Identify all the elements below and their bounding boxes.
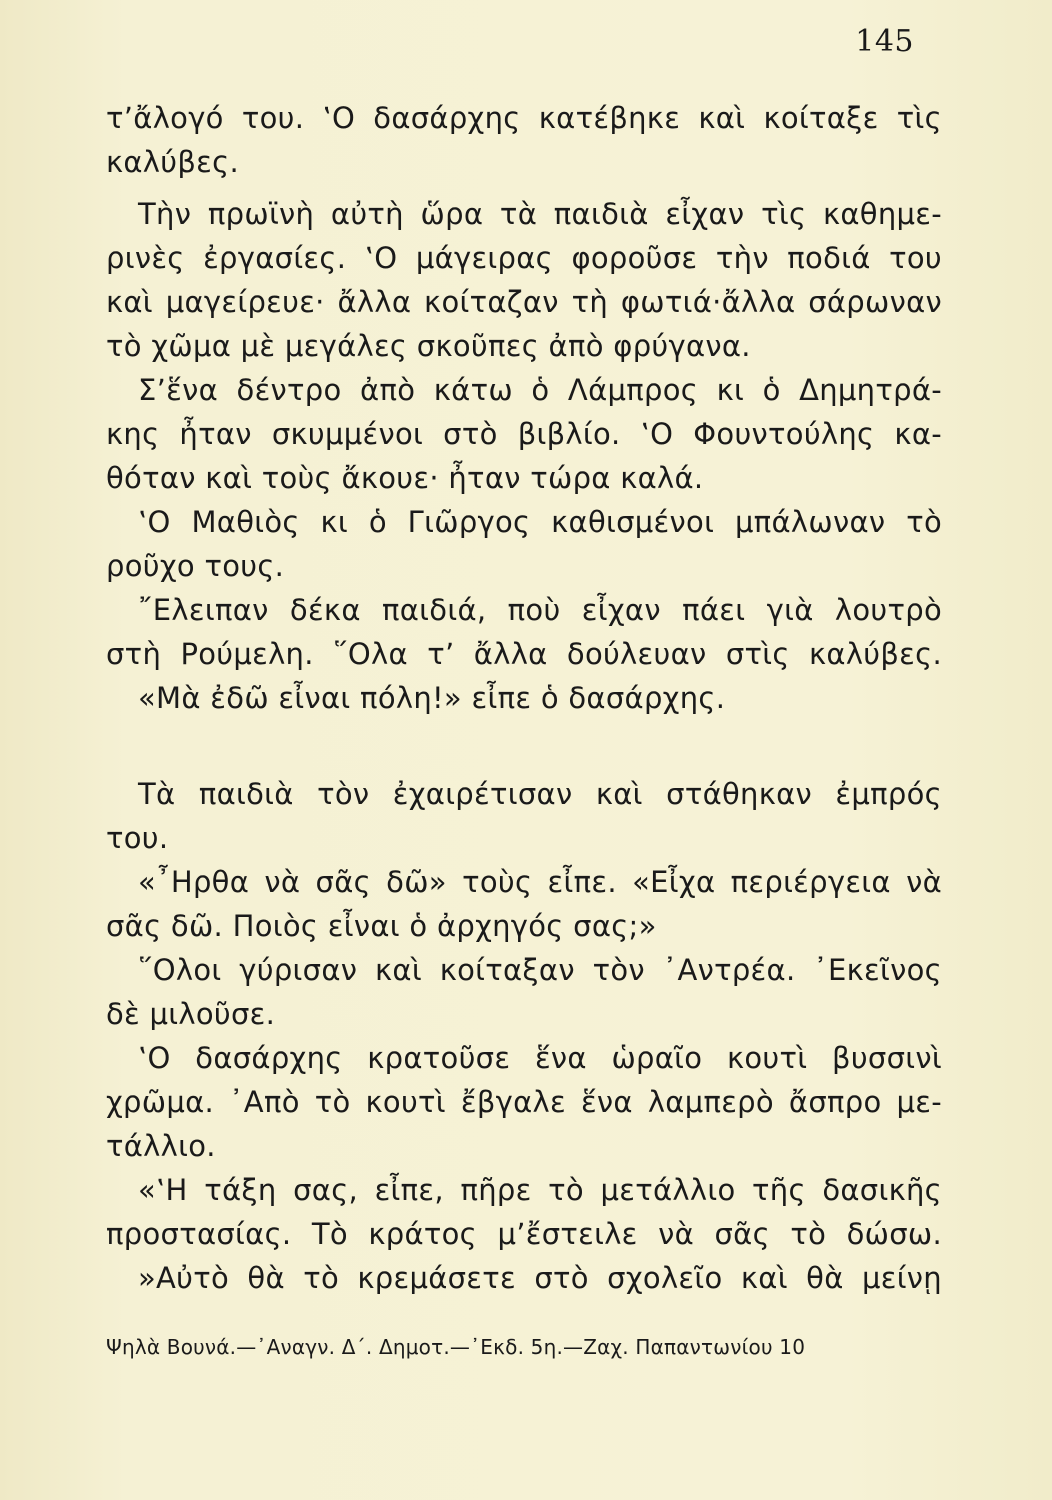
text-line: ῎Ελειπαν δέκα παιδιά, ποὺ εἶχαν πάει γιὰ λουτρὸ — [138, 593, 942, 627]
text-line: Σ’ἕνα δέντρο ἀπὸ κάτω ὁ Λάμπρος κι ὁ Δημητρά- — [138, 373, 942, 407]
text-line: τάλλιο. — [106, 1129, 216, 1163]
page-number: 145 — [855, 24, 914, 59]
text-line: »Αὐτὸ θὰ τὸ κρεμάσετε στὸ σχολεῖο καὶ θὰ μείνῃ — [138, 1261, 942, 1295]
text-line: κης ἦταν σκυμμένοι στὸ βιβλίο. ‛Ο Φουντούλης κα- — [106, 417, 942, 451]
text-line: ῞Ολοι γύρισαν καὶ κοίταξαν τὸν ᾿Αντρέα. ᾿Εκεῖνος — [138, 953, 942, 987]
page-footer: Ψηλὰ Βουνά.—᾿Αναγν. Δ΄. Δημοτ.—᾿Εκδ. 5η.—Ζαχ. Παπαντωνίου 10 — [106, 1335, 806, 1359]
text-line: τ’ἄλογό του. ‛Ο δασάρχης κατέβηκε καὶ κοίταξε τὶς — [106, 101, 942, 135]
text-line: «Μὰ ἐδῶ εἶναι πόλη!» εἶπε ὁ δασάρχης. — [138, 681, 726, 715]
text-line: «῏Ηρθα νὰ σᾶς δῶ» τοὺς εἶπε. «Εἶχα περιέργεια νὰ — [138, 865, 942, 899]
text-line: καλύβες. — [106, 145, 239, 179]
text-line: θόταν καὶ τοὺς ἄκουε· ἦταν τώρα καλά. — [106, 461, 704, 495]
text-line: στὴ Ρούμελη. ῞Ολα τ’ ἄλλα δούλευαν στὶς καλύβες. — [106, 637, 942, 671]
text-line: του. — [106, 821, 169, 855]
text-line: τὸ χῶμα μὲ μεγάλες σκοῦπες ἀπὸ φρύγανα. — [106, 329, 751, 363]
text-line: «‛Η τάξη σας, εἶπε, πῆρε τὸ μετάλλιο τῆς δασικῆς — [138, 1173, 942, 1207]
text-line: σᾶς δῶ. Ποιὸς εἶναι ὁ ἀρχηγός σας;» — [106, 909, 657, 943]
text-line: καὶ μαγείρευε· ἄλλα κοίταζαν τὴ φωτιά·ἄλλα σάρωναν — [106, 285, 942, 319]
text-line: δὲ μιλοῦσε. — [106, 997, 276, 1031]
text-line: Τὴν πρωϊνὴ αὐτὴ ὥρα τὰ παιδιὰ εἶχαν τὶς καθημε- — [138, 197, 942, 231]
text-line: ρινὲς ἐργασίες. ‛Ο μάγειρας φοροῦσε τὴν ποδιά του — [106, 241, 942, 275]
paragraph-gap — [106, 184, 942, 192]
text-line: προστασίας. Τὸ κράτος μ’ἔστειλε νὰ σᾶς τὸ δώσω. — [106, 1217, 942, 1251]
text-line: ροῦχο τους. — [106, 549, 285, 583]
text-line: χρῶμα. ᾿Απὸ τὸ κουτὶ ἔβγαλε ἕνα λαμπερὸ ἄσπρο με- — [106, 1085, 942, 1119]
text-line: ‛Ο δασάρχης κρατοῦσε ἕνα ὡραῖο κουτὶ βυσσινὶ — [138, 1041, 942, 1075]
section-spacer — [106, 720, 942, 772]
body-text — [106, 96, 942, 1300]
text-line: Τὰ παιδιὰ τὸν ἐχαιρέτισαν καὶ στάθηκαν ἐμπρός — [138, 777, 942, 811]
text-line: ‛Ο Μαθιὸς κι ὁ Γιῶργος καθισμένοι μπάλωναν τὸ — [138, 505, 942, 539]
